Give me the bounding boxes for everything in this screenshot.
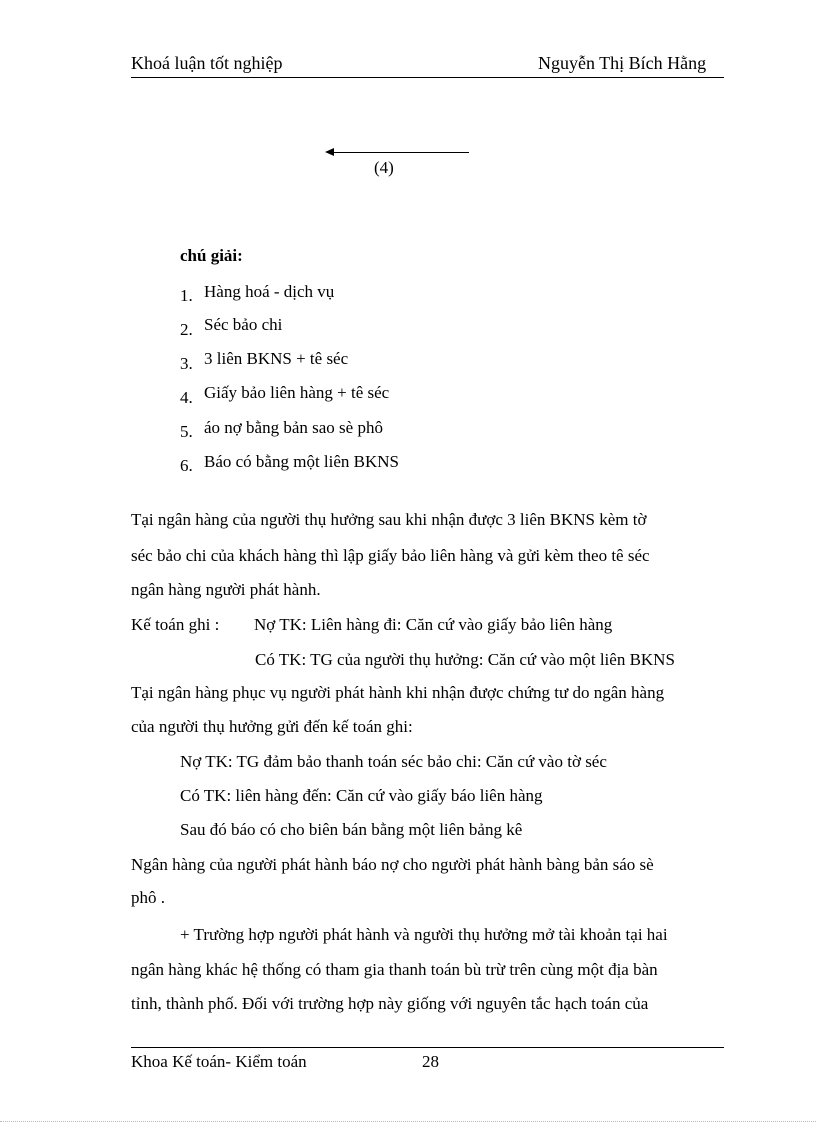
paragraph-line: ngân hàng khác hệ thống có tham gia thanh toán bù trừ trên cùng một địa bàn: [131, 960, 658, 979]
legend-item-number: 4.: [180, 388, 193, 407]
legend-item-text: Séc bảo chi: [204, 315, 283, 334]
paragraph-line: Tại ngân hàng của người thụ hưởng sau khi nhận được 3 liên BKNS kèm tờ: [131, 510, 647, 529]
legend-item-text: Báo có bằng một liên BKNS: [204, 452, 400, 471]
footer-department: Khoa Kế toán- Kiểm toán: [131, 1052, 307, 1071]
credit-entry: Có TK: liên hàng đến: Căn cứ vào giấy báo liên hàng: [180, 786, 543, 805]
paragraph-line: ngân hàng người phát hành.: [131, 580, 321, 599]
legend-item-number: 3.: [180, 354, 193, 373]
header-rule: [131, 77, 724, 78]
paragraph-line: Tại ngân hàng phục vụ người phát hành khi nhận được chứng tư do ngân hàng: [131, 683, 665, 702]
paragraph-line: của người thụ hưởng gửi đến kế toán ghi:: [131, 717, 413, 736]
paragraph-line: phô .: [131, 888, 165, 907]
legend-item-text: 3 liên BKNS + tê séc: [204, 349, 349, 368]
legend-item-number: 1.: [180, 286, 193, 305]
paragraph-line: Ngân hàng của người phát hành báo nợ cho người phát hành bàng bản sáo sè: [131, 855, 654, 874]
page-bottom-border: [0, 1121, 816, 1122]
header-author-name: Nguyễn Thị Bích Hằng: [538, 53, 707, 73]
paragraph-line: séc bảo chi của khách hàng thì lập giấy bảo liên hàng và gửi kèm theo tê séc: [131, 546, 650, 565]
footer-rule: [131, 1047, 724, 1048]
arrow-shaft: [332, 152, 469, 153]
paragraph-line: + Trường hợp người phát hành và người thụ hưởng mở tài khoản tại hai: [180, 925, 668, 944]
legend-item-number: 2.: [180, 320, 193, 339]
legend-item-number: 5.: [180, 422, 193, 441]
paragraph-line: Sau đó báo có cho biên bán bằng một liên bảng kê: [180, 820, 523, 839]
header-left-title: Khoá luận tốt nghiệp: [131, 53, 283, 73]
debit-entry: Nợ TK: TG đảm bảo thanh toán séc bảo chi: Căn cứ vào tờ séc: [180, 752, 607, 771]
debit-entry: Nợ TK: Liên hàng đi: Căn cứ vào giấy bảo liên hàng: [254, 615, 613, 634]
arrow-label: (4): [374, 158, 394, 177]
legend-item-text: Giấy bảo liên hàng + tê séc: [204, 383, 390, 402]
legend-item-text: áo nợ bằng bản sao sè phô: [204, 418, 383, 437]
legend-title: chú giải:: [180, 246, 243, 265]
ke-toan-label: Kế toán ghi :: [131, 615, 220, 634]
page-number: 28: [422, 1052, 439, 1071]
paragraph-line: tỉnh, thành phố. Đối với trường hợp này giống với nguyên tắc hạch toán của: [131, 994, 649, 1013]
credit-entry: Có TK: TG của người thụ hưởng: Căn cứ vào một liên BKNS: [255, 650, 675, 669]
legend-item-number: 6.: [180, 456, 193, 475]
legend-item-text: Hàng hoá - dịch vụ: [204, 282, 335, 301]
